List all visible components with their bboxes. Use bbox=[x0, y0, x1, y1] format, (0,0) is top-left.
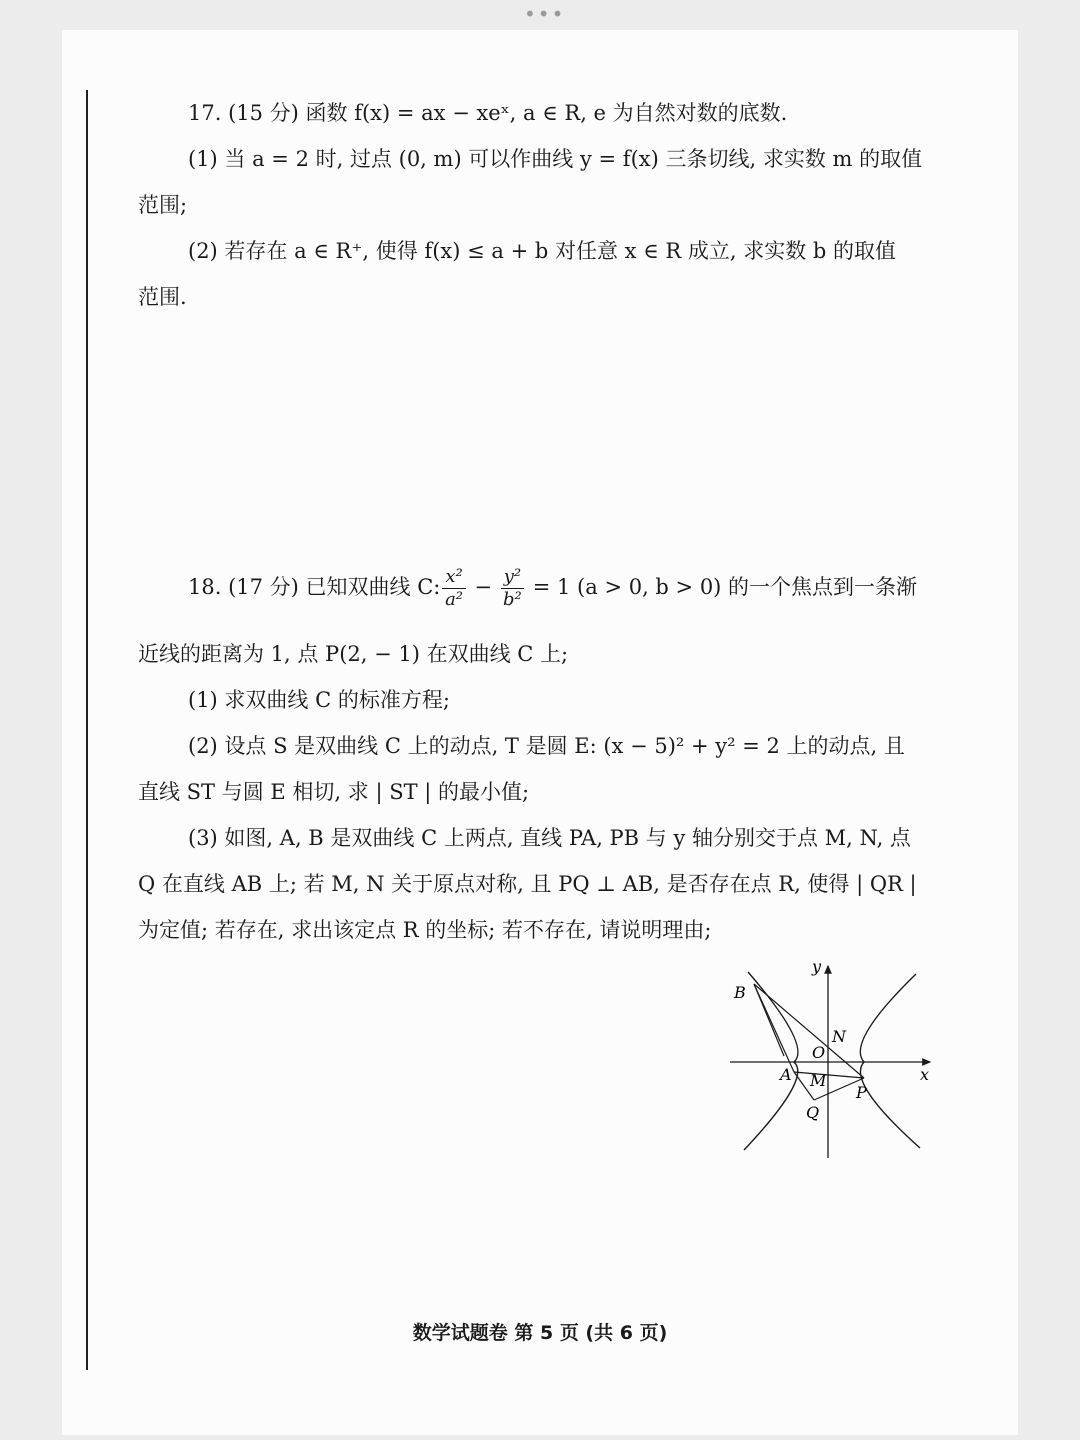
q18-stem-line2: 近线的距离为 1, 点 P(2, − 1) 在双曲线 C 上; bbox=[138, 642, 569, 666]
q17-stem: 17. (15 分) 函数 f(x) = ax − xeˣ, a ∈ R, e 为自然对数的底数. bbox=[188, 101, 788, 125]
fraction-y2-b2 bbox=[501, 566, 524, 611]
q18-minus: − bbox=[467, 575, 499, 599]
hyperbola-figure bbox=[730, 958, 950, 1158]
q18-stem-prefix: 18. (17 分) 已知双曲线 C: bbox=[188, 575, 441, 599]
label-A: A bbox=[780, 1065, 792, 1084]
q17-part2-line1: (2) 若存在 a ∈ R⁺, 使得 f(x) ≤ a + b 对任意 x ∈ R 成立, 求实数 b 的取值 bbox=[188, 239, 897, 263]
q18-part3-line1: (3) 如图, A, B 是双曲线 C 上两点, 直线 PA, PB 与 y 轴分别交于点 M, N, 点 bbox=[188, 826, 911, 850]
question-18 bbox=[138, 566, 928, 953]
q18-part2-line1: (2) 设点 S 是双曲线 C 上的动点, T 是圆 E: (x − 5)² + y² = 2 上的动点, 且 bbox=[188, 734, 905, 758]
label-M: M bbox=[810, 1071, 827, 1090]
exam-page bbox=[62, 30, 1018, 1435]
question-17 bbox=[138, 90, 928, 320]
label-y: y bbox=[812, 958, 822, 976]
q17-part1-line2: 范围; bbox=[138, 193, 188, 217]
frac2-numerator: y² bbox=[501, 566, 524, 589]
q18-part3-line3: 为定值; 若存在, 求出该定点 R 的坐标; 若不存在, 请说明理由; bbox=[138, 918, 712, 942]
hyperbola-right-branch bbox=[860, 974, 920, 1148]
page-footer: 数学试题卷 第 5 页 (共 6 页) bbox=[412, 1322, 668, 1344]
q18-stem bbox=[138, 566, 928, 611]
label-Q: Q bbox=[806, 1103, 820, 1122]
label-B: B bbox=[734, 983, 746, 1002]
line-AP bbox=[794, 1072, 864, 1078]
line-BA-ray bbox=[754, 984, 784, 1056]
q17-part2-line2: 范围. bbox=[138, 285, 187, 309]
q18-stem-suffix: = 1 (a > 0, b > 0) 的一个焦点到一条渐 bbox=[526, 575, 918, 599]
label-O: O bbox=[812, 1043, 826, 1062]
fraction-x2-a2 bbox=[442, 566, 465, 611]
more-options-dots[interactable]: ••• bbox=[524, 2, 566, 26]
label-N: N bbox=[832, 1027, 846, 1046]
margin-rule bbox=[86, 90, 88, 1370]
q18-part2-line2: 直线 ST 与圆 E 相切, 求 | ST | 的最小值; bbox=[138, 780, 530, 804]
label-P: P bbox=[856, 1083, 867, 1102]
frac2-denominator: b² bbox=[503, 589, 522, 610]
q18-part3-line2: Q 在直线 AB 上; 若 M, N 关于原点对称, 且 PQ ⊥ AB, 是否存在点 R, 使得 | QR | bbox=[138, 872, 917, 896]
q18-part1: (1) 求双曲线 C 的标准方程; bbox=[188, 688, 450, 712]
frac1-numerator: x² bbox=[442, 566, 465, 589]
frac1-denominator: a² bbox=[445, 589, 464, 610]
line-BP bbox=[754, 984, 864, 1078]
label-x: x bbox=[920, 1065, 930, 1084]
hyperbola-diagram bbox=[730, 958, 950, 1158]
q17-part1-line1: (1) 当 a = 2 时, 过点 (0, m) 可以作曲线 y = f(x) 三条切线, 求实数 m 的取值 bbox=[188, 147, 923, 171]
